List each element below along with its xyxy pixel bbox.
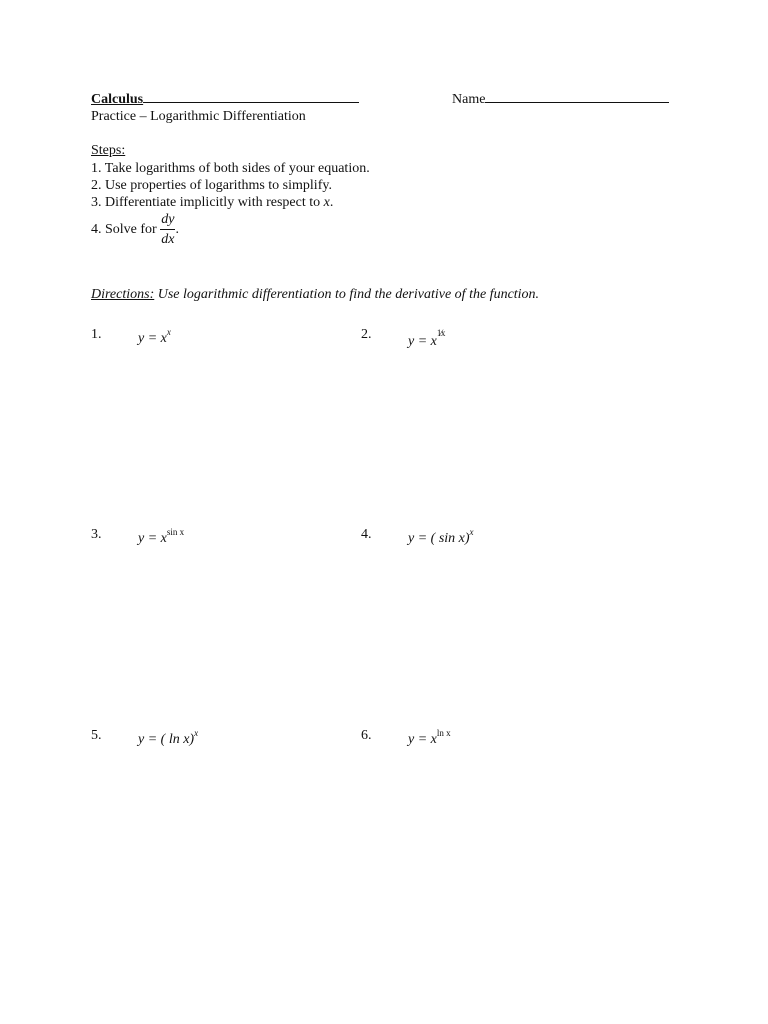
step-3 (91, 195, 333, 211)
step-2: 2. Use properties of logarithms to simplify. (91, 178, 332, 193)
directions (91, 287, 539, 303)
course-title: Calculus (91, 92, 144, 107)
problem-5-number: 5. (91, 728, 102, 743)
name-row (452, 92, 669, 108)
problem-6-exponent: ln x (436, 728, 451, 738)
problem-4-number: 4. (361, 527, 372, 542)
step-4-period: . (175, 222, 179, 238)
steps-heading: Steps: (91, 143, 126, 158)
step-1: 1. Take logarithms of both sides of your equation. (91, 161, 370, 176)
problem-6-equation (408, 728, 451, 748)
problem-3-equation (138, 527, 184, 547)
problem-1-equation (138, 327, 171, 347)
fraction-denominator: dx (161, 232, 175, 247)
problem-3-exponent: sin x (166, 527, 185, 537)
problem-4-equation (408, 527, 474, 547)
name-label: Name (452, 92, 486, 107)
problem-3-number: 3. (91, 527, 102, 542)
directions-text: Use logarithmic differentiation to find the derivative of the function. (154, 287, 540, 302)
step-3-variable: x (323, 195, 330, 210)
course-underline (143, 102, 359, 103)
problem-2-number: 2. (361, 327, 372, 342)
fraction-numerator: dy (160, 213, 175, 230)
problem-5-equation (138, 728, 198, 748)
problem-4-base: y = ( sin x) (408, 531, 470, 546)
problem-6-number: 6. (361, 728, 372, 743)
problem-5-base: y = ( ln x) (138, 732, 195, 747)
problem-1-base: y = x (138, 331, 167, 346)
problem-2-base: y = x (408, 334, 437, 349)
worksheet-subtitle: Practice – Logarithmic Differentiation (91, 109, 306, 124)
problem-1-exponent: x (166, 327, 171, 337)
problem-1-number: 1. (91, 327, 102, 342)
course-title-row (91, 92, 359, 108)
problem-3-base: y = x (138, 531, 167, 546)
problem-6-base: y = x (408, 732, 437, 747)
problem-2-equation (408, 328, 444, 350)
problem-2-exponent: 1⁄x (436, 328, 445, 338)
problem-5-exponent: x (194, 728, 199, 738)
step-4 (91, 213, 179, 247)
step-3-period: . (329, 195, 334, 210)
problem-4-exponent: x (469, 527, 474, 537)
step-4-text: 4. Solve for (91, 222, 157, 238)
directions-label: Directions: (91, 287, 155, 302)
name-blank (485, 102, 669, 103)
dy-dx-fraction (160, 213, 175, 247)
step-3-text: 3. Differentiate implicitly with respect to (91, 195, 321, 210)
